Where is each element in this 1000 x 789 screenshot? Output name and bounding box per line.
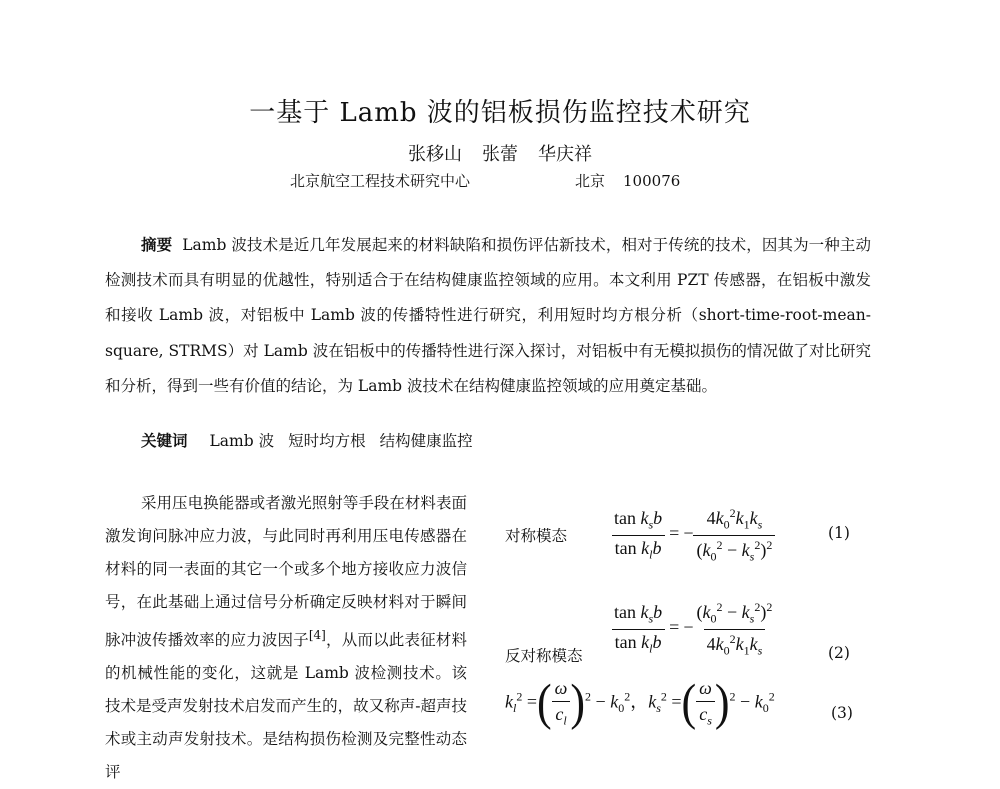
abstract-label: 摘要: [141, 235, 173, 254]
eq1-number: (1): [828, 524, 850, 542]
author-name: 张移山: [408, 144, 462, 165]
body-paragraph: [105, 487, 467, 789]
keyword: 短时均方根: [288, 432, 366, 450]
eq1-rhs-fraction: $\frac{4k_0^2k_1k_s}{(k_0^2 - k_s^2)^2}$: [693, 506, 775, 564]
body-text: 采用压电换能器或者激光照射等手段在材料表面激发询问脉冲应力波，与此同时再利用压电传感器在材料的同一表面的其它一个或多个地方接收应力波信号，在此基础上通过信号分析确定反映材料对于瞬间脉冲波传播效率的应力波因子: [105, 494, 467, 650]
affiliation-city: 北京: [575, 172, 606, 190]
eq2-lhs-fraction: $\frac{\tan k_sb}{\tan k_lb}$: [611, 602, 665, 656]
eq2-sign: −: [683, 617, 694, 638]
keyword: Lamb 波: [209, 432, 275, 450]
eq1-label: 对称模态: [505, 527, 568, 545]
author-name: 张蕾: [482, 144, 518, 165]
eq2-rhs-fraction: $\frac{(k_0^2 - k_s^2)^2}{4k_0^2k_1k_s}$: [696, 600, 773, 658]
affiliation-postcode: 100076: [623, 172, 681, 190]
eq2-number: (2): [828, 644, 850, 662]
eq2-label: 反对称模态: [505, 647, 583, 665]
author-name: 华庆祥: [538, 144, 592, 165]
equation-2: $\frac{\tan k_sb}{\tan k_lb}$ = − $\frac{(k_0^2 - k_s^2)^2}{4k_0^2k_1k_s}$: [611, 600, 775, 658]
equation-1: $\frac{\tan k_sb}{\tan k_lb}$ = − $\frac{4k_0^2k_1k_s}{(k_0^2 - k_s^2)^2}$: [611, 506, 775, 564]
eq1-sign: −: [683, 523, 694, 544]
body-column: [105, 487, 467, 789]
eq3-number: (3): [831, 704, 853, 722]
body-text-continued: ，从而以此表征材料的机械性能的变化，这就是 Lamb 波检测技术。该技术是受声发射技术启发而产生的，故又称声-超声技术或主动声发射技术。是结构损伤检测及完整性动态评: [105, 631, 467, 782]
abstract-text: Lamb 波技术是近几年发展起来的材料缺陷和损伤评估新技术，相对于传统的技术，因其为一种主动检测技术而具有明显的优越性，特别适合于在结构健康监控领域的应用。本文利用 PZT 传感器，在铝板中激发和接收 Lamb 波，对铝板中 Lamb 波的传播特性进行研究，利用短时均方根分析（short-time-root-mean-square, STRMS）对 Lamb 波在铝板中的传播特性进行深入探讨，对铝板中有无模拟损伤的情况做了对比研究和分析，得到一些有价值的结论，为 Lamb 波技术在结构健康监控领域的应用奠定基础。: [105, 236, 871, 395]
abstract: [105, 227, 871, 404]
keyword: 结构健康监控: [379, 432, 473, 450]
keywords-label: 关键词: [141, 431, 188, 450]
eq3-separator: ，: [630, 691, 649, 712]
citation: [4]: [308, 628, 326, 642]
keywords: [141, 429, 473, 451]
paper-title: 一基于 Lamb 波的铝板损伤监控技术研究: [249, 98, 751, 128]
author-list: [0, 140, 1000, 166]
eq1-lhs-fraction: $\frac{\tan k_sb}{\tan k_lb}$: [611, 508, 665, 562]
equation-3: $k_l^2$ =( $\frac{\omega}{c_l}$ )$^2 - k_0^2$，$k_s^2$ =( $\frac{\omega}{c_s}$ )$^2 - k_0^2$: [505, 674, 775, 731]
affiliation-location: [575, 170, 680, 191]
affiliation-name: 北京航空工程技术研究中心: [290, 172, 471, 190]
